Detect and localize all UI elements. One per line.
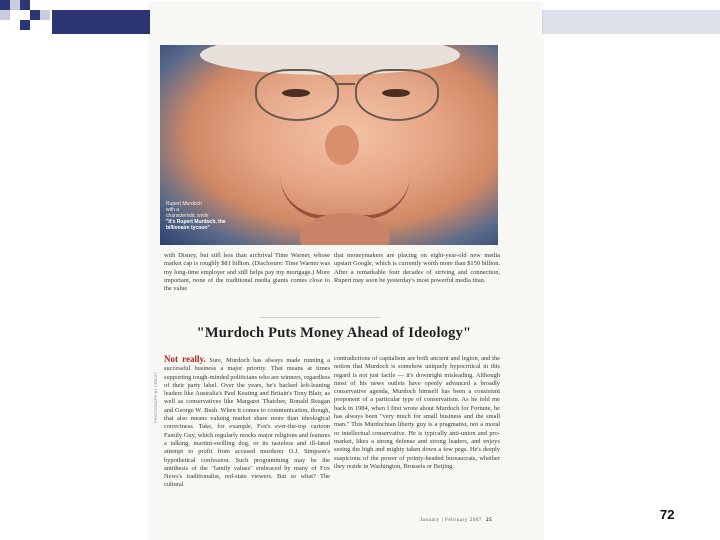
article-column-top-right: that moneymakers are placing on eight-year-old new media upstart Google, which is currently worth more than $150 billion. After a remarkable four decades of striving and connection, Rupert may soon be yesterday's most powerful media titan.: [334, 252, 500, 284]
article-column-bottom-left: Not really. Sure, Murdoch has always made running a successful business a major priority. That means at times supporting tough-minded politicians who are winners, regardless of their party label. Over the years, he's backed left-leaning leaders like Australia's Paul Keating and Britain's Tony Blair, as well as conservatives like Margaret Thatcher, Ronald Reagan and George W. Bush. When it comes to communication, though, that also means valuing market share more than ideological correctness. Take, for example, Fox's ever-the-top cartoon Family Guy, which regularly mocks major religions and features a talking, martini-swilling dog, or its tasteless and ill-fated attempt to profit from accused murderer O.J. Simpson's hypothetical confession. Such programming may be the antithesis of the "family values" embraced by many of Fox News's traditionalist, red-state viewers. But so what? The cultural: [164, 354, 330, 489]
decorative-square: [20, 20, 30, 30]
lead-in: Not really.: [164, 354, 206, 364]
decorative-square: [0, 10, 10, 20]
decorative-square: [40, 10, 50, 20]
article-column-top-left: with Disney, but still less than archrival Time Warner, whose market cap is roughly $81 billion. (Disclosure: Time Warner was my long-time employer and still helps pay my mortgage.) More important, none of the traditional media giants comes close to the value: [164, 252, 330, 293]
decorative-square: [10, 10, 20, 20]
page-number: 25: [486, 518, 493, 523]
decorative-square: [0, 0, 10, 10]
decorative-square: [30, 10, 40, 20]
portrait-photo: [160, 45, 498, 245]
photo-credit: PHOTOGRAPH BY CREDIT: [153, 372, 158, 423]
decorative-square: [20, 0, 30, 10]
divider: [260, 317, 380, 318]
magazine-page: [150, 3, 542, 540]
article-headline: "Murdoch Puts Money Ahead of Ideology": [196, 325, 472, 341]
article-column-bottom-right: contradictions of capitalism are both ancient and legion, and the notion that Murdoch is somehow uniquely hypocritical in this regard is not just facile — it's downright misleading. Although most of his news outlets have openly advanced a broadly conservative agenda, Murdoch himself has been a consistent proponent of a particular type of conservatism. As he told me back in 1984, when I first wrote about Murdoch for Fortune, he has always been "very much for small business and the small man." This Murdochian liberty guy is a pragmatist, not a moral or intellectual conservative. He is typically anti-union and pro-market, likes a strong defense and strong leaders, and enjoys seeing the high and mighty taken down a few pegs. He's deeply suspicious of the power of pointy-headed bureaucrats, whether they reside in Washington, Brussels or Beijing.: [334, 355, 500, 470]
decorative-stripe-dark: [52, 10, 150, 34]
decorative-stripe-light: [542, 10, 720, 34]
page-folio: January | February 2007 25: [420, 518, 493, 523]
photo-caption: Rupert Murdoch with a characteristic smile "It's Rupert Murdoch, the billionaire tycoon": [166, 201, 226, 231]
decorative-square: [10, 0, 20, 10]
slide-number: 72: [660, 507, 675, 522]
